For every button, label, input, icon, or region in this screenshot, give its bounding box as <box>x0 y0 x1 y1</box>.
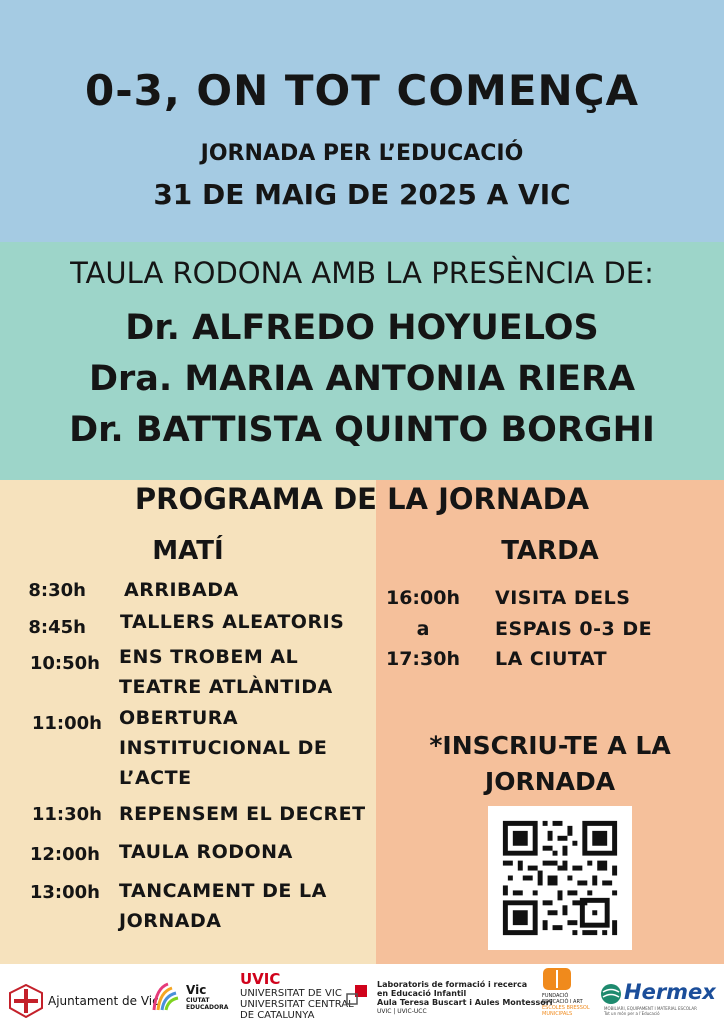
ajuntament-de-vic-label: Ajuntament de Vic <box>48 994 159 1008</box>
afternoon-activity: VISITA DELS <box>495 587 631 609</box>
vic-ciutat-educadora-text <box>186 983 228 1011</box>
schedule-activity: L’ACTE <box>119 767 192 789</box>
fundacio-line: ESCOLES BRESSOL <box>542 1005 590 1011</box>
afternoon-time-start: 16:00h <box>385 587 460 609</box>
poster-date: 31 DE MAIG DE 2025 A VIC <box>153 178 571 211</box>
hermex-tag-line: MOBILIARI, EQUIPAMENT I MATERIAL ESCOLAR <box>604 1006 697 1011</box>
uvic-line: UNIVERSITAT CENTRAL <box>240 999 354 1010</box>
schedule-activity: TEATRE ATLÀNTIDA <box>119 676 333 698</box>
guest-name: Dr. BATTISTA QUINTO BORGHI <box>69 410 655 450</box>
guest-name: Dra. MARIA ANTONIA RIERA <box>88 359 636 399</box>
uvic-line: UNIVERSITAT DE VIC <box>240 988 342 999</box>
afternoon-activity: ESPAIS 0-3 DE <box>495 618 653 640</box>
schedule-activity: TANCAMENT DE LA <box>119 880 327 902</box>
lab-logo-icon <box>346 984 370 1008</box>
qr-code-icon[interactable] <box>488 806 632 950</box>
schedule-time: 12:00h <box>29 844 100 865</box>
lab-line: en Educació Infantil <box>377 989 467 998</box>
schedule-activity: REPENSEM EL DECRET <box>119 803 366 825</box>
vic-ciutat-educadora-icon <box>150 980 182 1016</box>
educadora-label: EDUCADORA <box>186 1004 229 1011</box>
morning-label: MATÍ <box>152 536 224 566</box>
afternoon-activity: LA CIUTAT <box>495 648 608 670</box>
schedule-time: 8:30h <box>28 580 86 601</box>
schedule-activity: TAULA RODONA <box>119 841 293 863</box>
fundacio-line: MUNICIPALS <box>542 1011 573 1017</box>
ciutat-label: CIUTAT <box>186 997 210 1004</box>
hermex-globe-icon <box>600 983 622 1005</box>
schedule-time: 11:00h <box>31 713 102 734</box>
lab-line: Aula Teresa Buscart i Aules Montessori <box>377 998 553 1007</box>
vic-label: Vic <box>186 983 207 997</box>
schedule-activity: JORNADA <box>119 910 222 932</box>
uvic-mark: UVIC <box>240 970 281 988</box>
hermex-wordmark: Hermex <box>624 980 716 1004</box>
hermex-tagline <box>604 1006 697 1016</box>
lab-line: Laboratoris de formació i recerca <box>377 980 528 989</box>
ajuntament-shield-icon <box>8 984 44 1018</box>
fundacio-line: EDUCACIÓ I ART <box>542 999 583 1005</box>
schedule-activity: TALLERS ALEATORIS <box>120 611 345 633</box>
registration-line: JORNADA <box>484 767 616 796</box>
guest-name: Dr. ALFREDO HOYUELOS <box>125 308 599 348</box>
poster-title: 0-3, ON TOT COMENÇA <box>84 66 640 115</box>
program-heading: PROGRAMA DE LA JORNADA <box>134 482 590 516</box>
uvic-logo-text <box>240 988 354 1021</box>
schedule-activity: INSTITUCIONAL DE <box>119 737 328 759</box>
afternoon-label: TARDA <box>501 536 599 566</box>
fundacio-line: FUNDACIÓ <box>542 993 569 999</box>
poster-subtitle: JORNADA PER L’EDUCACIÓ <box>200 141 524 166</box>
schedule-activity: ARRIBADA <box>124 579 239 601</box>
schedule-activity: ENS TROBEM AL <box>119 646 299 668</box>
schedule-activity: OBERTURA <box>119 707 239 729</box>
afternoon-time-separator: a <box>416 618 430 640</box>
fundacio-logo-icon <box>542 967 572 991</box>
lab-line: UVIC | UVIC-UCC <box>377 1008 427 1015</box>
registration-call <box>376 728 724 800</box>
hermex-tag-line: Tot un món per a l’Educació <box>604 1011 660 1016</box>
schedule-time: 10:50h <box>29 653 100 674</box>
afternoon-time-end: 17:30h <box>385 648 460 670</box>
uvic-line: DE CATALUNYA <box>240 1010 315 1021</box>
fundacio-logo-text <box>542 993 590 1017</box>
registration-line: *INSCRIU-TE A LA <box>429 731 671 760</box>
schedule-time: 11:30h <box>31 804 102 825</box>
round-table-heading: TAULA RODONA AMB LA PRESÈNCIA DE: <box>70 256 654 290</box>
schedule-time: 13:00h <box>29 882 100 903</box>
lab-logo-text <box>377 980 552 1016</box>
schedule-time: 8:45h <box>28 617 86 638</box>
